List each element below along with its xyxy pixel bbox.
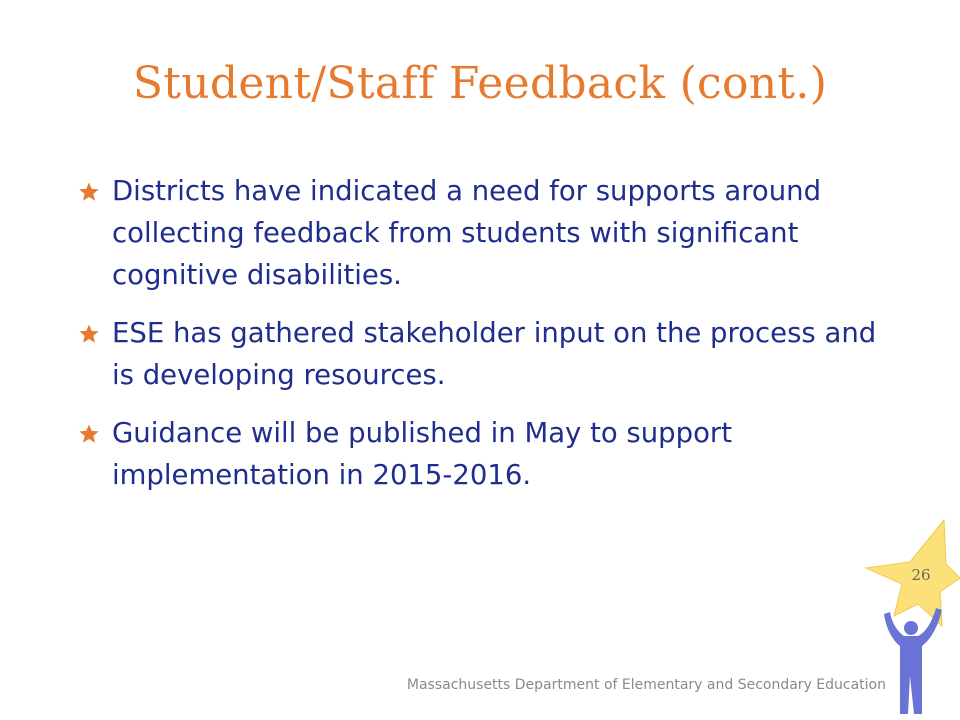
star-bullet-icon bbox=[78, 423, 100, 445]
footer-text: Massachusetts Department of Elementary and Secondary Education bbox=[406, 677, 886, 693]
mascot-head-icon bbox=[904, 621, 918, 635]
bullet-text: Districts have indicated a need for supports around collecting feedback from students with significant cognitive disabilities. bbox=[112, 175, 822, 291]
bullet-list bbox=[78, 170, 878, 512]
star-bullet-icon bbox=[78, 181, 100, 203]
bullet-item bbox=[78, 170, 878, 296]
bullet-text: ESE has gathered stakeholder input on the process and is developing resources. bbox=[112, 317, 877, 391]
bullet-item bbox=[78, 412, 878, 496]
slide-title: Student/Staff Feedback (cont.) bbox=[132, 58, 828, 109]
bullet-item bbox=[78, 312, 878, 396]
bullet-text: Guidance will be published in May to support implementation in 2015-2016. bbox=[112, 417, 732, 491]
star-figure-logo bbox=[856, 518, 960, 720]
page-number: 26 bbox=[911, 566, 931, 584]
star-bullet-icon bbox=[78, 323, 100, 345]
